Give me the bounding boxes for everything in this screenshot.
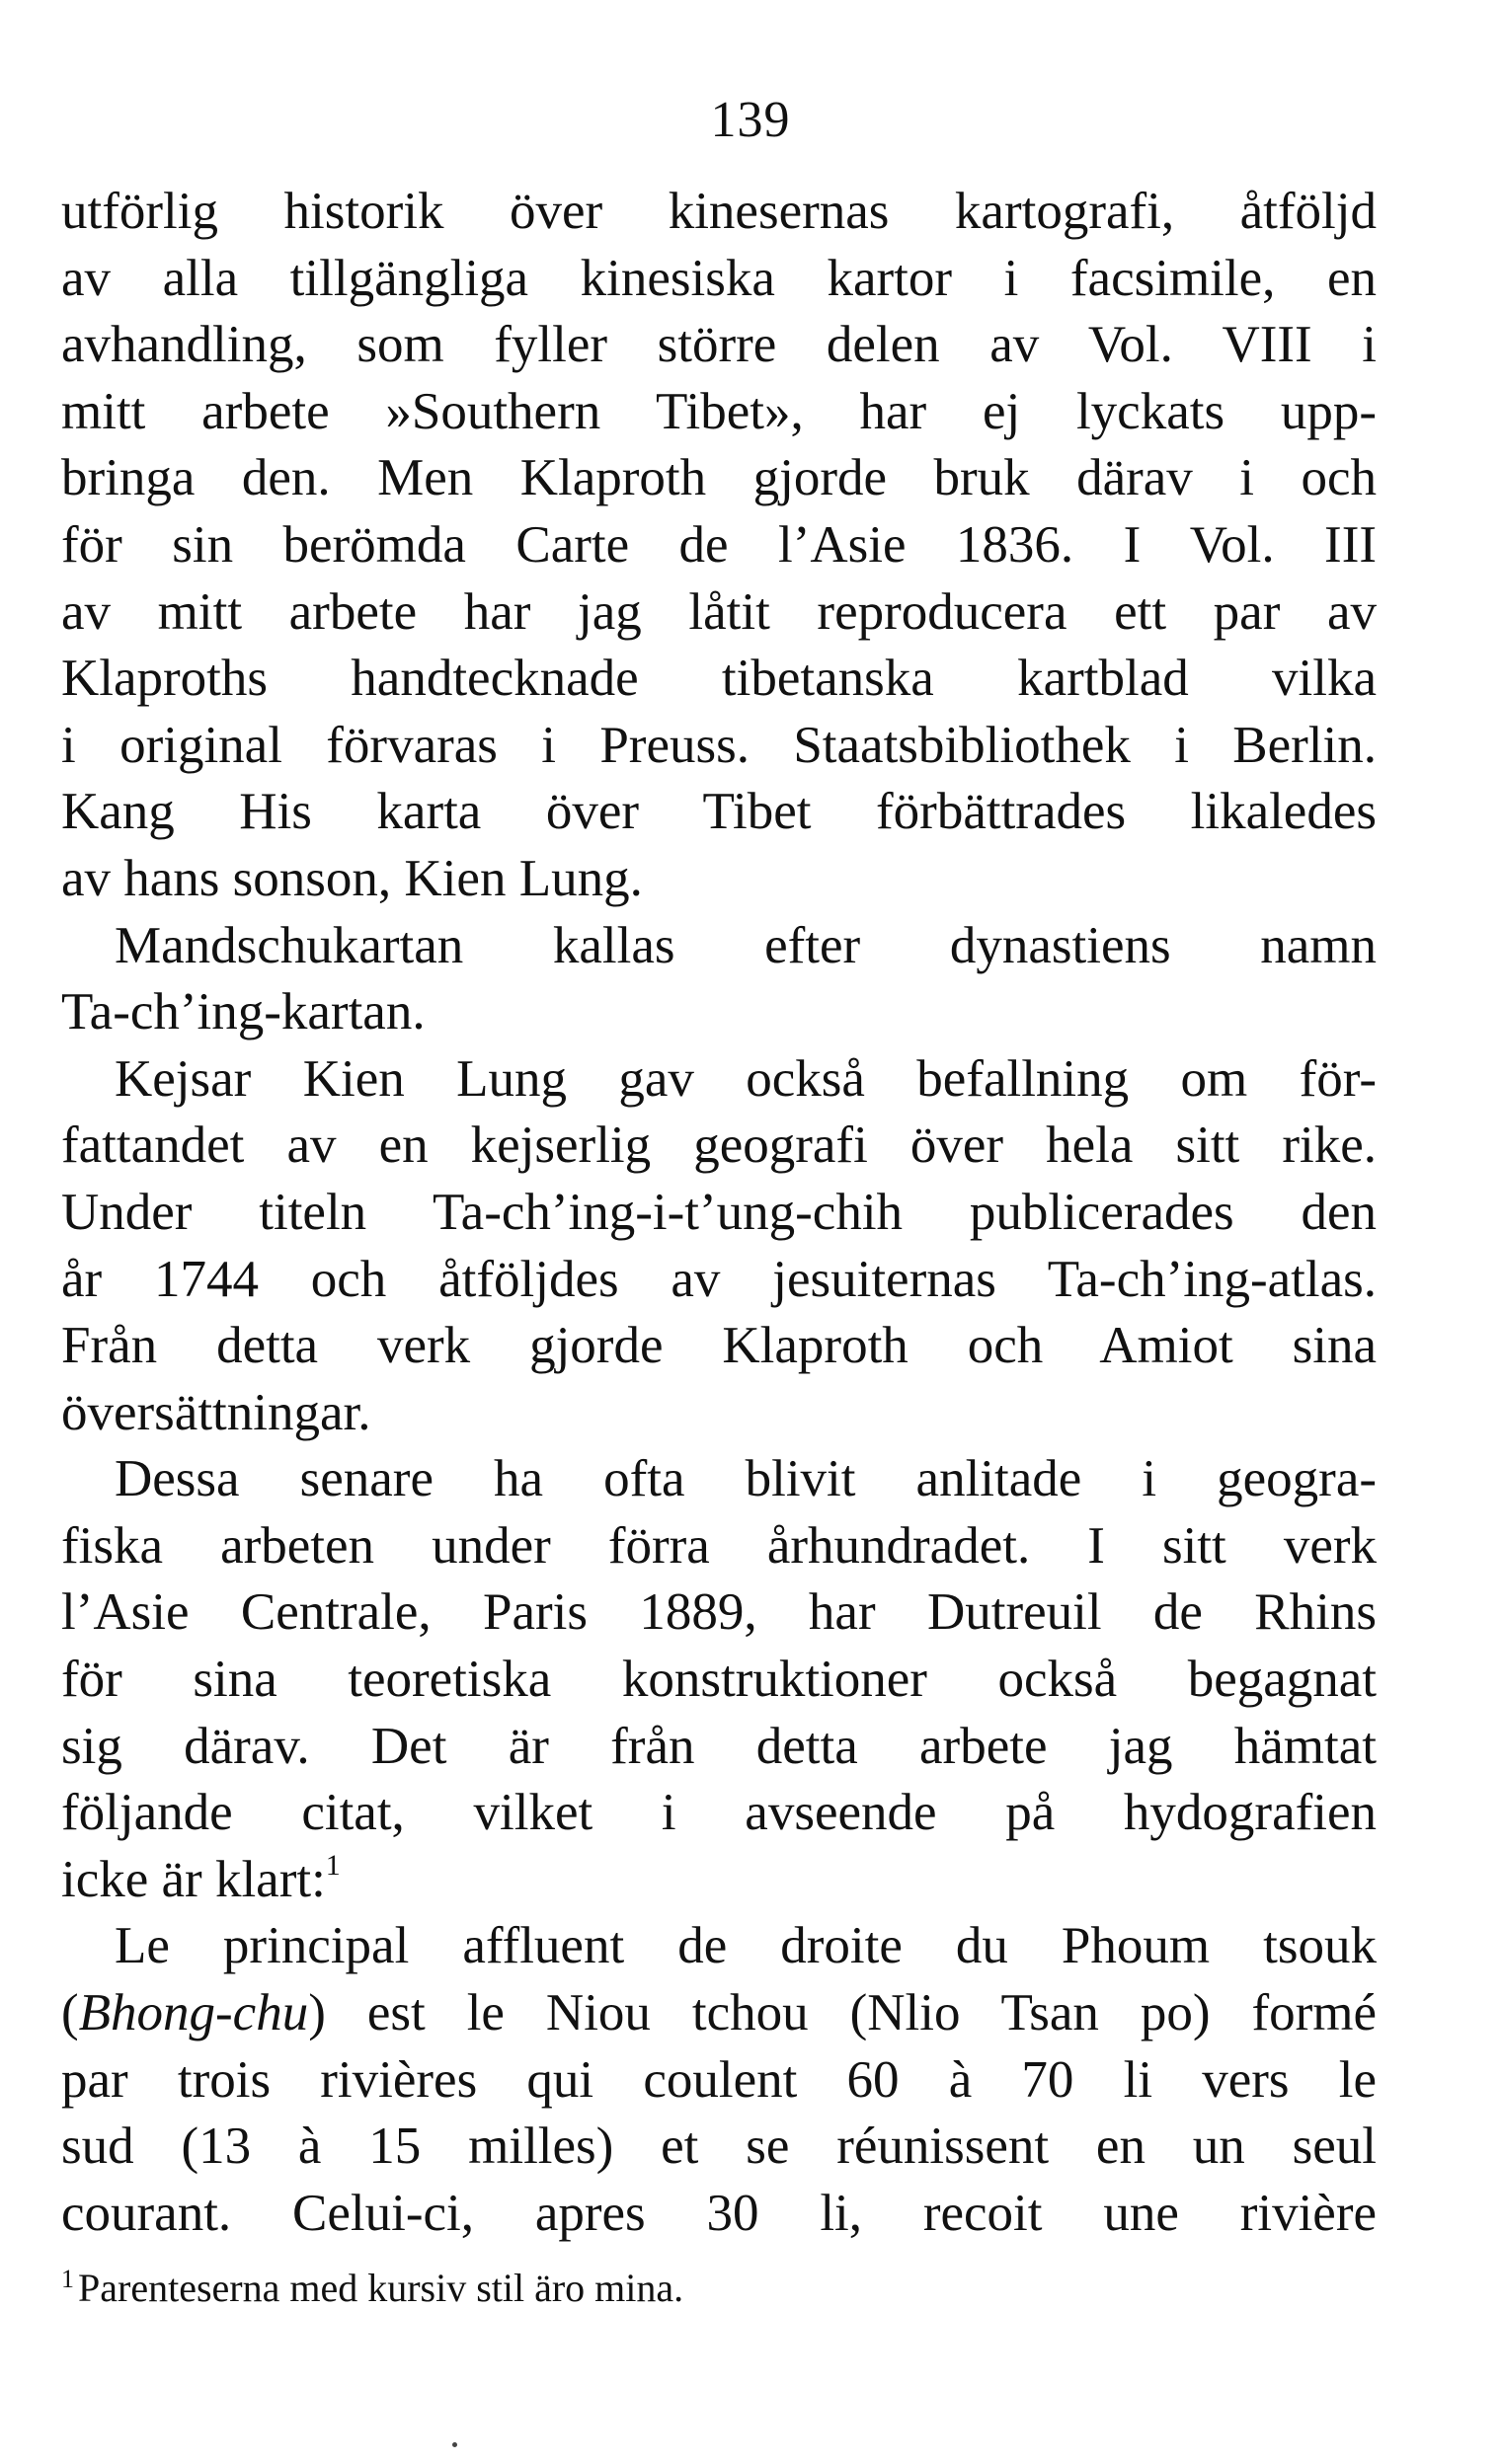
text-line: i original förvaras i Preuss. Staatsbibliothek i Berlin. xyxy=(61,716,1377,774)
text-line: fattandet av en kejserlig geografi över hela sitt rike. xyxy=(61,1116,1377,1175)
footnote-mark: 1 xyxy=(61,2265,74,2293)
text-line: Dessa senare ha ofta blivit anlitade i geogra- xyxy=(115,1450,1377,1508)
text-line: courant. Celui-ci, apres 30 li, recoit une rivière xyxy=(61,2184,1377,2242)
text-line: Under titeln Ta-ch’ing-i-t’ung-chih publicerades den xyxy=(61,1183,1377,1241)
text-line: utförlig historik över kinesernas kartografi, åtföljd xyxy=(61,183,1377,240)
text-line: för sina teoretiska konstruktioner också begagnat xyxy=(61,1651,1377,1709)
text-line: Kang His karta över Tibet förbättrades likaledes xyxy=(61,783,1377,841)
text-segment: ) est le Niou tchou (Nlio Tsan po) formé xyxy=(308,1984,1377,2042)
text-line: Ta-ch’ing-kartan. xyxy=(61,983,426,1041)
text-line: av alla tillgängliga kinesiska kartor i facsimile, en xyxy=(61,249,1377,307)
body-text xyxy=(61,179,1377,2247)
text-line: bringa den. Men Klaproth gjorde bruk därav i och xyxy=(61,449,1377,507)
text-line: par trois rivières qui coulent 60 à 70 li vers le xyxy=(61,2050,1377,2109)
text-line: översättningar. xyxy=(61,1383,371,1441)
text-line: Kejsar Kien Lung gav också befallning om för- xyxy=(115,1049,1377,1108)
text-segment: ( xyxy=(61,1984,79,2042)
text-line: avhandling, som fyller större delen av Vol. VIII i xyxy=(61,316,1377,374)
text-line xyxy=(61,1847,1377,1914)
text-line: sud (13 à 15 milles) et se réunissent en un seul xyxy=(61,2118,1377,2176)
text-line: av hans sonson, Kien Lung. xyxy=(61,849,643,907)
text-line: l’Asie Centrale, Paris 1889, har Dutreuil de Rhins xyxy=(61,1583,1377,1642)
text-line: av mitt arbete har jag låtit reproducera ett par av xyxy=(61,582,1377,641)
text-line xyxy=(61,1980,1377,2047)
text-line: Från detta verk gjorde Klaproth och Amiot sina xyxy=(61,1317,1377,1375)
text-line: följande citat, vilket i avseende på hydografien xyxy=(61,1784,1377,1842)
text-line: år 1744 och åtföljdes av jesuiternas Ta-ch’ing-atlas. xyxy=(61,1250,1377,1308)
footnote-reference: 1 xyxy=(325,1848,341,1882)
text-line: mitt arbete »Southern Tibet», har ej lyckats upp- xyxy=(61,382,1377,440)
text-line: fiska arbeten under förra århundradet. I sitt verk xyxy=(61,1516,1377,1575)
page-number: 139 xyxy=(710,92,791,148)
text-line: Le principal affluent de droite du Phoum tsouk xyxy=(115,1917,1377,1975)
text-line: sig därav. Det är från detta arbete jag hämtat xyxy=(61,1717,1377,1775)
footnote-text: Parenteserna med kursiv stil äro mina. xyxy=(78,2266,684,2310)
italic-term: Bhong-chu xyxy=(78,1984,309,2042)
text-line: Klaproths handtecknade tibetanska kartblad vilka xyxy=(61,650,1377,708)
paper-speck xyxy=(452,2442,457,2447)
text-line: Mandschukartan kallas efter dynastiens namn xyxy=(115,916,1377,974)
text-line: för sin berömda Carte de l’Asie 1836. I Vol. III xyxy=(61,515,1377,574)
text-segment: icke är klart: xyxy=(61,1850,326,1908)
footnote xyxy=(61,2265,1147,2312)
